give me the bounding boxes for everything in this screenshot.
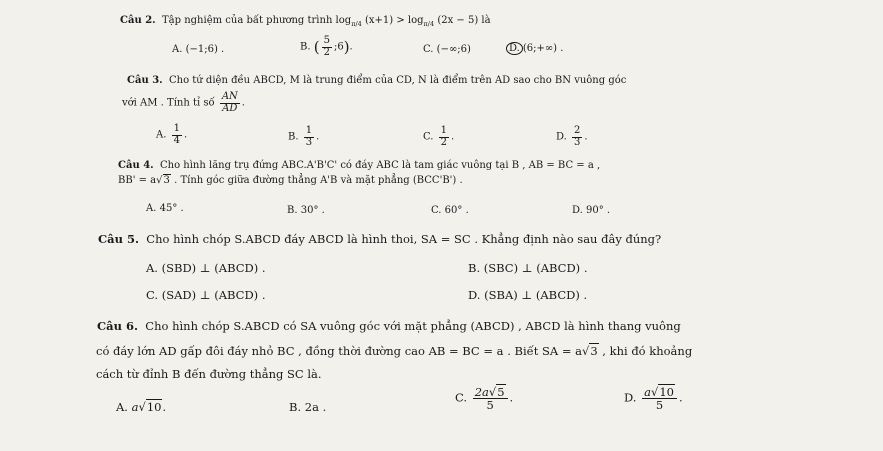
selected-answer-circle: D. [506,42,523,55]
question-2-text: Tập nghiệm của bất phương trình log [162,15,352,26]
log-base-2: π/4 [423,20,435,28]
fraction-numerator: 1 [440,125,448,136]
question-6-stem-3 [96,367,322,381]
option-value: (SBD) ⊥ (ABCD) . [161,261,266,275]
option-value: 30° . [300,205,325,216]
fraction-denominator: 3 [574,136,581,148]
question-3-text: Cho tứ diện đều ABCD, M là trung điểm của CD, N là điểm trên AD sao cho BN vuông góc [169,75,627,86]
sqrt-radicand: 3 [163,175,170,186]
fraction-denominator: 4 [173,134,180,146]
fraction-denominator: 3 [305,136,313,148]
q2-option-a[interactable] [172,44,224,55]
q5-option-c[interactable] [146,288,265,302]
sqrt-radicand: 10 [659,385,674,399]
option-letter: B. [287,205,298,216]
option-value: 45° . [159,203,184,214]
option-letter: C. [431,205,442,216]
q3-option-b[interactable]: B. $\frac{1}{3}$ . [288,125,320,148]
option-letter: C. [146,288,159,302]
q3-option-c[interactable]: C. $\frac{1}{2}$ . [423,125,455,148]
q6-option-b[interactable] [289,400,326,414]
fraction-numerator: AN [221,91,238,102]
fraction-denominator: 5 [655,398,664,413]
numerator-prefix: a [644,385,651,399]
question-3-text-2: với AM . Tính tỉ số [122,97,215,109]
sqrt-radicand: 5 [497,385,505,399]
fraction-numerator: 1 [305,125,313,136]
option-letter: B. [468,261,481,275]
question-6-label: Câu 6. [97,319,138,333]
question-2-stem [120,15,491,28]
q5-option-b[interactable] [468,261,587,275]
fraction-denominator: 2 [323,46,330,58]
q6-option-a[interactable]: A. a√10. [116,400,167,414]
q5-option-a[interactable] [146,261,266,275]
option-letter: A. [146,261,158,275]
question-4-text: Cho hình lăng trụ đứng ABC.A'B'C' có đáy ABC là tam giác vuông tại B , AB = BC = a , [160,160,601,171]
option-value: 60° . [444,205,469,216]
option-letter: C. [455,390,468,405]
question-3-stem-2: với AM . Tính tỉ số $\frac{AN}{AD}$ . [122,91,245,114]
option-letter: B. [300,41,311,53]
log-arg-1: (x+1) > log [364,15,424,26]
option-letter: A. [172,44,183,55]
q4-option-d[interactable] [572,205,610,216]
option-letter: A. [116,400,128,414]
log-arg-2: (2x − 5) là [437,15,491,26]
question-5-text: Cho hình chóp S.ABCD đáy ABCD là hình thoi, SA = SC . Khẳng định nào sau đây đúng? [146,232,662,246]
question-6-text-3: cách từ đỉnh B đến đường thẳng SC là. [96,367,322,381]
option-letter: B. [288,131,299,143]
question-6-text-2b: , khi đó khoảng [602,344,693,358]
question-6-stem-2: có đáy lớn AD gấp đôi đáy nhỏ BC , đồng thời đường cao AB = BC = a . Biết SA = a√3 , khi đó khoảng [96,344,693,358]
fraction-numerator: 2 [574,125,581,136]
question-4-label: Câu 4. [118,160,154,171]
option-value: (−1;6) . [185,44,225,55]
option-value: 2a . [304,400,327,414]
option-letter: A. [156,129,167,141]
question-4-stem [118,160,600,171]
option-letter: C. [423,131,434,143]
option-value-suffix: . [162,400,167,414]
question-5-label: Câu 5. [98,232,139,246]
question-4-stem-2: BB' = a√3 . Tính góc giữa đường thẳng A'B và mặt phẳng (BCC'B') . [118,175,463,186]
q6-option-d[interactable]: D. $\frac{a√10}{5}$ . [624,385,683,413]
question-5-stem [98,232,661,246]
question-4-text-2b: . Tính góc giữa đường thẳng A'B và mặt phẳng (BCC'B') . [174,175,463,186]
option-letter: C. [423,44,434,55]
question-6-stem [97,319,681,333]
question-6-text: Cho hình chóp S.ABCD có SA vuông góc với mặt phẳng (ABCD) , ABCD là hình thang vuông [145,319,681,333]
sqrt-radicand: 10 [146,400,162,414]
option-letter: D. [572,205,583,216]
fraction-denominator: 5 [486,398,494,413]
option-value-prefix: a [131,400,139,414]
q4-option-b[interactable] [287,205,325,216]
option-value: 90° . [586,205,611,216]
question-2-label: Câu 2. [120,15,156,26]
option-letter: D. [468,288,481,302]
fraction-numerator: 5 [323,35,330,46]
option-letter: B. [289,400,302,414]
q5-option-d[interactable] [468,288,587,302]
option-value: (−∞;6) [436,44,471,55]
option-letter: D. [556,131,567,143]
q4-option-c[interactable] [431,205,469,216]
option-value: (SBC) ⊥ (ABCD) . [483,261,588,275]
option-value: (SBA) ⊥ (ABCD) . [484,288,588,302]
q6-option-c[interactable]: C. $\frac{2a√5}{5}$ . [455,385,514,413]
question-6-text-2a: có đáy lớn AD gấp đôi đáy nhỏ BC , đồng thời đường cao AB = BC = a . Biết SA = a [96,344,582,358]
sqrt-radicand: 3 [590,344,598,358]
fraction-denominator: AD [222,102,238,114]
option-value: (SAD) ⊥ (ABCD) . [161,288,266,302]
q3-option-a[interactable]: A. $\frac{1}{4}$ . [156,123,188,146]
q4-option-a[interactable] [146,203,184,214]
question-3-label: Câu 3. [127,75,163,86]
q2-option-c[interactable] [423,44,471,55]
option-letter: D. [624,390,637,405]
option-value: (6;+∞) . [522,43,564,54]
numerator-prefix: 2a [474,385,489,399]
q3-option-d[interactable]: D. $\frac{2}{3}$ . [556,125,588,148]
log-base-1: π/4 [351,20,362,28]
question-3-stem [127,75,626,86]
fraction-numerator: 1 [173,123,180,134]
q2-option-d[interactable] [506,42,563,55]
q2-option-b[interactable]: B. ( $\frac{5}{2}$ ;6). [300,35,353,58]
question-4-text-2a: BB' = a [118,175,157,186]
option-value: ;6 [333,41,344,53]
option-letter: A. [146,203,157,214]
fraction-denominator: 2 [440,136,448,148]
